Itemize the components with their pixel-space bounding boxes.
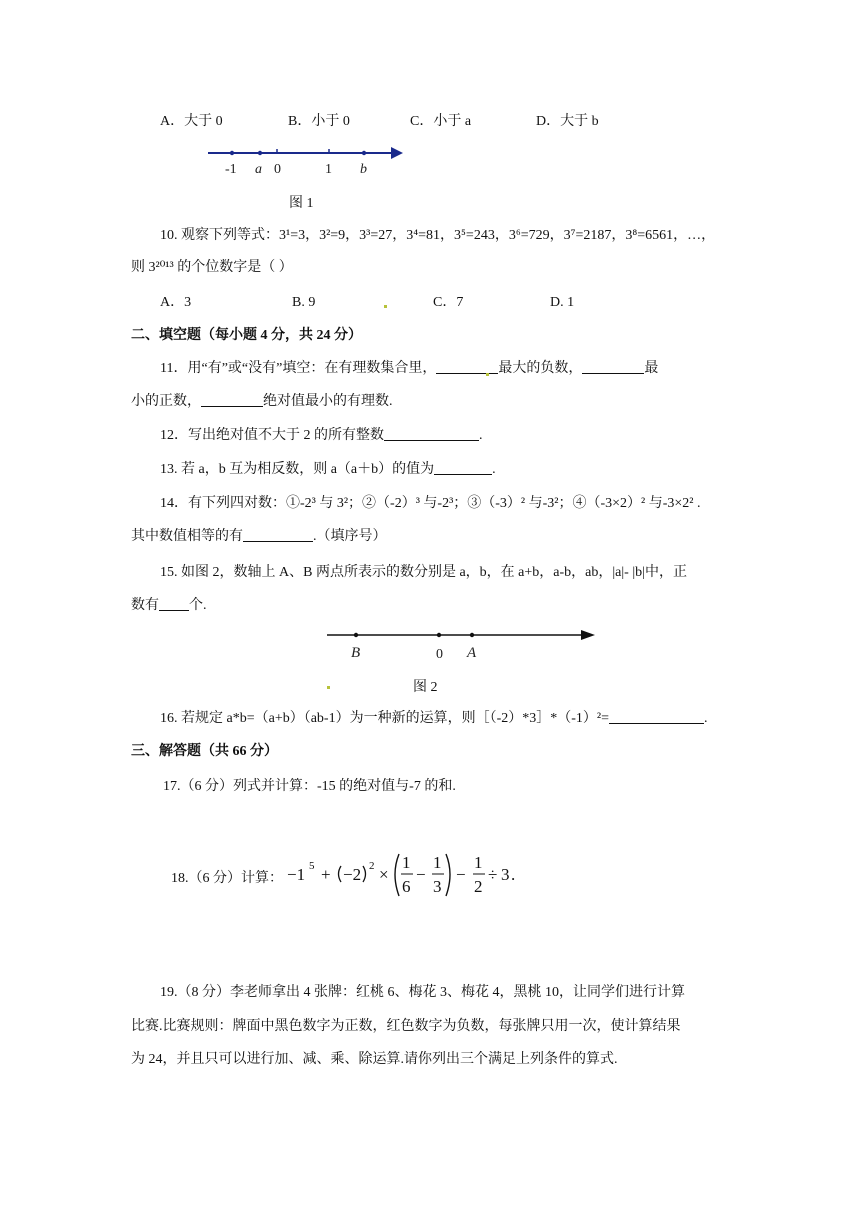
figure1-caption: 图 1: [289, 196, 314, 211]
q11-text-e: 绝对值最小的有理数.: [263, 394, 393, 409]
svg-text:3: 3: [501, 865, 510, 884]
q11-text-a: 11．用“有”或“没有”填空：在有理数集合里，: [160, 361, 437, 376]
q16-line: [160, 709, 708, 729]
q11-text-d: 小的正数，: [131, 394, 201, 409]
q15-text: 数有: [131, 598, 159, 613]
svg-text:−1: −1: [287, 865, 306, 884]
q14-end: .（填序号）: [313, 529, 387, 544]
q16-text: 16. 若规定 a*b=（a+b）（ab-1）为一种新的运算，则［（-2）*3］*（-1）²=: [160, 711, 610, 726]
q10-line1: 10. 观察下列等式：3¹=3，3²=9，3³=27，3⁴=81，3⁵=243，3⁶=729，3⁷=2187，3⁸=6561，…，: [160, 228, 716, 243]
q11-text-b: 最大的负数，: [498, 361, 583, 376]
svg-text:1: 1: [474, 853, 483, 872]
q11-blank-1[interactable]: [436, 359, 498, 374]
q10-line2: 则 3²⁰¹³ 的个位数字是（ ）: [131, 260, 293, 275]
section3-title: 三、解答题（共 66 分）: [131, 744, 278, 759]
q11-text-c: 最: [644, 361, 659, 376]
q13-end: .: [492, 462, 496, 477]
svg-text:+: +: [321, 865, 331, 884]
q19-line2: 比赛.比赛规则：牌面中黑色数字为正数，红色数字为负数，每张牌只用一次，使计算结果: [131, 1019, 681, 1034]
q14-line1: 14．有下列四对数：①-2³ 与 3²；②（-2）³ 与-2³；③（-3）² 与-3²；④（-3×2）² 与-3×2² .: [160, 496, 701, 511]
q14-blank[interactable]: [243, 527, 313, 542]
fig1-label-1: 1: [325, 162, 332, 177]
svg-text:−2: −2: [343, 865, 362, 884]
section2-title: 二、填空题（每小题 4 分，共 24 分）: [131, 328, 362, 343]
q15-line1: 15. 如图 2，数轴上 A、B 两点所表示的数分别是 a，b，在 a+b，a-b，ab，|a|- |b|中，正: [160, 565, 687, 580]
svg-text:.: .: [511, 865, 515, 884]
q16-end: .: [704, 711, 708, 726]
svg-text:−: −: [416, 865, 426, 884]
fig1-label-neg1: -1: [225, 162, 237, 177]
q16-blank[interactable]: [609, 709, 704, 724]
fig2-label-b: B: [351, 645, 361, 661]
q13-line: [160, 460, 496, 480]
svg-text:2: 2: [369, 860, 375, 872]
q14-text: 其中数值相等的有: [131, 529, 243, 544]
q12-line: [160, 426, 483, 446]
figure2-number-line: [325, 626, 600, 664]
svg-text:6: 6: [402, 877, 411, 896]
q10-option-a: A．3: [160, 295, 192, 310]
fig1-label-0: 0: [274, 162, 281, 177]
q13-blank[interactable]: [434, 460, 492, 475]
svg-text:5: 5: [309, 860, 315, 872]
q15-blank[interactable]: [159, 596, 189, 611]
q9-option-b: B．小于 0: [288, 114, 350, 129]
q9-option-a: A．大于 0: [160, 114, 223, 129]
svg-text:3: 3: [433, 877, 442, 896]
svg-text:−: −: [456, 865, 466, 884]
q11-line2: [131, 392, 393, 412]
q18-prefix: 18.（6 分）计算：: [171, 871, 283, 886]
q11-blank-2[interactable]: [582, 359, 644, 374]
q11-blank-3[interactable]: [201, 392, 263, 407]
q12-end: .: [479, 428, 483, 443]
fig1-label-a: a: [255, 162, 262, 177]
q19-line3: 为 24，并且只可以进行加、减、乘、除运算.请你列出三个满足上列条件的算式.: [131, 1052, 618, 1067]
q15-line2: [131, 596, 207, 616]
fig1-label-b: b: [360, 162, 367, 177]
svg-text:×: ×: [379, 865, 389, 884]
q17-text: 17.（6 分）列式并计算：-15 的绝对值与-7 的和.: [163, 779, 456, 794]
svg-text:1: 1: [402, 853, 411, 872]
q13-text: 13. 若 a，b 互为相反数，则 a（a＋b）的值为: [160, 462, 435, 477]
q10-option-d: D. 1: [550, 295, 575, 310]
q10-option-b: B. 9: [292, 295, 316, 310]
q15-end: 个.: [189, 598, 207, 613]
stray-dot: [327, 686, 330, 689]
q18-formula-rendering: [285, 838, 515, 910]
q14-line2: [131, 527, 387, 547]
stray-dot: [384, 305, 387, 308]
q11-line1: [160, 359, 658, 379]
figure1-number-line: [205, 142, 410, 178]
figure2-caption: 图 2: [413, 680, 438, 695]
svg-text:÷: ÷: [488, 865, 498, 884]
q12-text: 12．写出绝对值不大于 2 的所有整数: [160, 428, 384, 443]
q19-line1: 19.（8 分）李老师拿出 4 张牌：红桃 6、梅花 3、梅花 4，黑桃 10，让同学们进行计算: [160, 985, 685, 1000]
q10-option-c: C．7: [433, 295, 464, 310]
q9-option-d: D．大于 b: [536, 114, 599, 129]
q9-option-c: C．小于 a: [410, 114, 472, 129]
stray-dot: [486, 373, 489, 376]
fig2-label-a: A: [467, 645, 477, 661]
fig2-label-0: 0: [436, 647, 443, 662]
svg-text:2: 2: [474, 877, 483, 896]
svg-text:1: 1: [433, 853, 442, 872]
q12-blank[interactable]: [384, 426, 479, 441]
